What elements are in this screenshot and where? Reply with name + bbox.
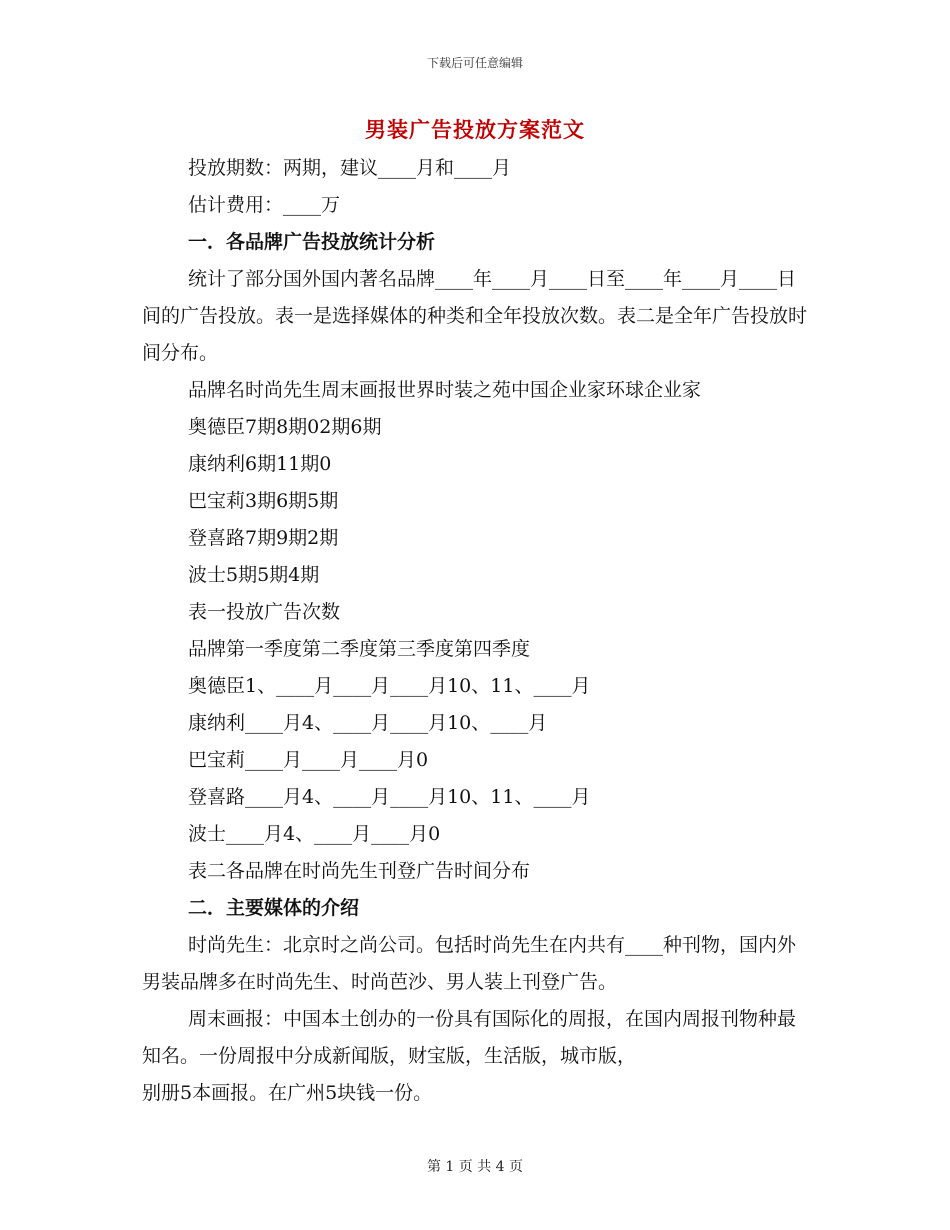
table2-row: 奥德臣1、____月____月____月10、11、____月 [188, 675, 591, 697]
table1-caption: 表一投放广告次数 [188, 601, 341, 623]
estimated-cost-line: 估计费用：____万 [188, 194, 341, 216]
page-number: 第 1 页 共 4 页 [426, 1159, 524, 1175]
paragraph-statistics: 统计了部分国外国内著名品牌____年____月____日至____年____月____日间的广告投放。表一是选择媒体的种类和全年投放次数。表二是全年广告投放时间分布。 [142, 268, 808, 364]
table2-row: 登喜路____月4、____月____月10、11、____月 [188, 786, 591, 808]
document-title: 男装广告投放方案范文 [365, 117, 585, 142]
document-body [142, 150, 812, 1112]
table2-row: 巴宝莉____月____月____月0 [188, 749, 429, 771]
table1-row: 波士5期5期4期 [188, 564, 320, 586]
paragraph-weekend-pictorial-end: 别册5本画报。在广州5块钱一份。 [142, 1082, 433, 1104]
section-heading-1: 一．各品牌广告投放统计分析 [188, 231, 436, 253]
paragraph-esquire: 时尚先生：北京时之尚公司。包括时尚先生在内共有____种刊物，国内外男装品牌多在时尚先生、时尚芭沙、男人装上刊登广告。 [142, 934, 797, 993]
placement-periods-line: 投放期数：两期，建议____月和____月 [188, 157, 512, 179]
table1-row: 奥德臣7期8期02期6期 [188, 416, 382, 438]
table2-caption: 表二各品牌在时尚先生刊登广告时间分布 [188, 860, 531, 882]
section-heading-2: 二．主要媒体的介绍 [188, 897, 360, 919]
table1-header: 品牌名时尚先生周末画报世界时装之苑中国企业家环球企业家 [188, 379, 702, 401]
table1-row: 登喜路7期9期2期 [188, 527, 339, 549]
table1-row: 康纳利6期11期0 [188, 453, 332, 475]
table2-row: 康纳利____月4、____月____月10、____月 [188, 712, 548, 734]
table1-row: 巴宝莉3期6期5期 [188, 490, 339, 512]
table2-header: 品牌第一季度第二季度第三季度第四季度 [188, 638, 531, 660]
paragraph-weekend-pictorial: 周末画报：中国本土创办的一份具有国际化的周报，在国内周报刊物种最知名。一份周报中分成新闻版，财宝版，生活版，城市版， [142, 1008, 797, 1067]
table2-row: 波士____月4、____月____月0 [188, 823, 441, 845]
header-note: 下载后可任意编辑 [426, 56, 523, 70]
